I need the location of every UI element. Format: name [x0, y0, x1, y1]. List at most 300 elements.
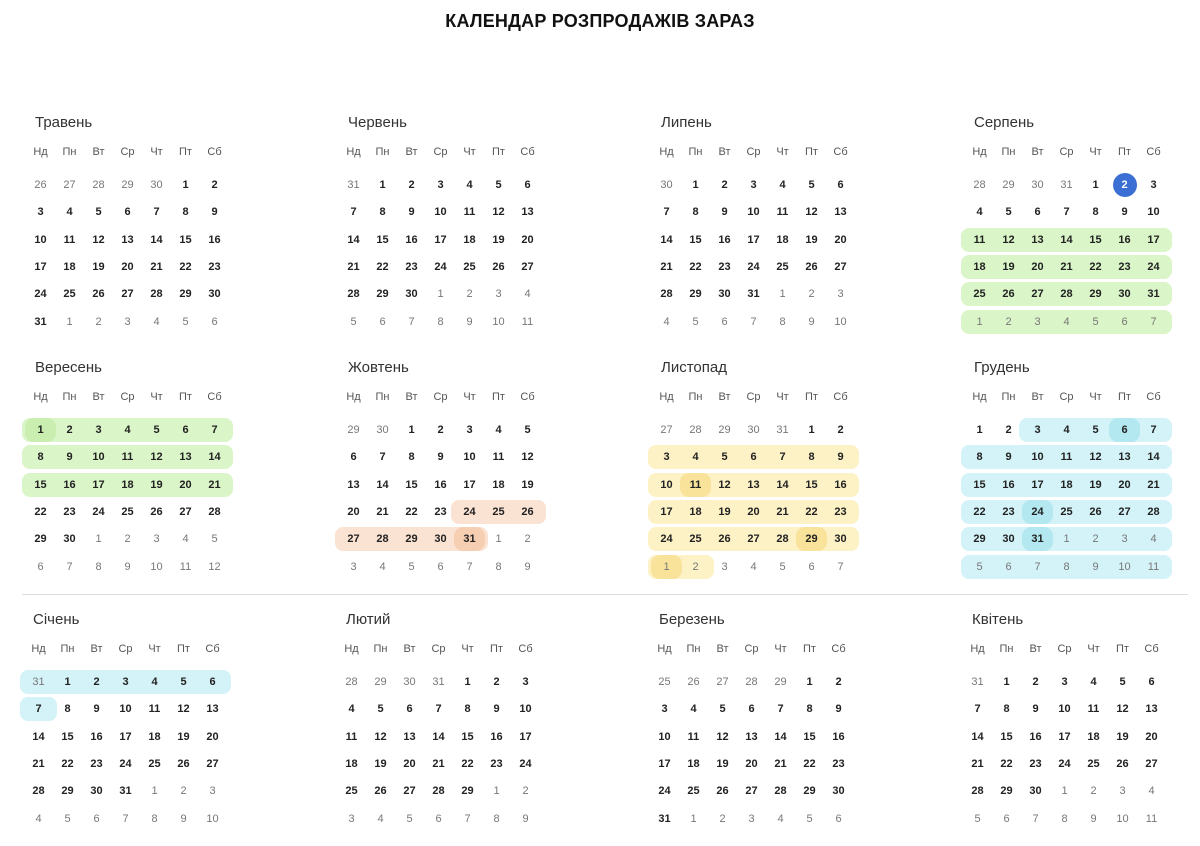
day-cell[interactable]: 18: [492, 478, 505, 491]
day-cell[interactable]: 10: [519, 703, 532, 716]
adjacent-month-day[interactable]: 1: [663, 560, 670, 573]
day-cell[interactable]: 9: [493, 703, 500, 716]
day-cell[interactable]: 6: [750, 451, 757, 464]
day-cell[interactable]: 19: [492, 233, 505, 246]
adjacent-month-day[interactable]: 4: [524, 288, 531, 301]
day-cell[interactable]: 17: [119, 730, 132, 743]
day-cell[interactable]: 17: [660, 505, 673, 518]
day-cell[interactable]: 21: [32, 757, 45, 770]
day-cell[interactable]: 25: [345, 785, 358, 798]
adjacent-month-day[interactable]: 30: [1031, 179, 1044, 191]
day-cell[interactable]: 25: [687, 785, 700, 798]
day-cell[interactable]: 23: [1029, 757, 1042, 770]
adjacent-month-day[interactable]: 27: [660, 424, 673, 436]
day-cell[interactable]: 8: [182, 206, 189, 219]
day-cell[interactable]: 14: [432, 730, 445, 743]
adjacent-month-day[interactable]: 11: [179, 560, 192, 573]
day-cell[interactable]: 15: [689, 233, 702, 246]
day-cell[interactable]: 21: [432, 757, 445, 770]
day-cell[interactable]: 21: [776, 505, 789, 518]
adjacent-month-day[interactable]: 6: [1005, 560, 1012, 573]
adjacent-month-day[interactable]: 6: [1003, 812, 1010, 825]
day-cell[interactable]: 13: [747, 478, 760, 491]
day-cell[interactable]: 4: [1090, 676, 1097, 688]
day-cell[interactable]: 13: [1031, 233, 1044, 246]
day-cell[interactable]: 28: [774, 785, 787, 798]
day-cell[interactable]: 14: [1060, 233, 1073, 246]
day-cell[interactable]: 2: [1032, 676, 1039, 688]
day-cell[interactable]: 20: [834, 233, 847, 246]
day-cell[interactable]: 2: [493, 676, 500, 688]
day-cell[interactable]: 7: [1150, 424, 1157, 436]
day-cell[interactable]: 30: [1118, 288, 1131, 301]
day-cell[interactable]: 8: [808, 451, 815, 464]
day-cell[interactable]: 15: [1089, 233, 1102, 246]
day-cell[interactable]: 13: [521, 206, 534, 219]
day-cell[interactable]: 7: [777, 703, 784, 716]
day-cell[interactable]: 30: [434, 533, 447, 546]
adjacent-month-day[interactable]: 2: [808, 288, 815, 301]
day-cell[interactable]: 3: [122, 676, 129, 688]
adjacent-month-day[interactable]: 2: [1090, 785, 1097, 798]
day-cell[interactable]: 9: [211, 206, 218, 219]
day-cell[interactable]: 23: [490, 757, 503, 770]
adjacent-month-day[interactable]: 9: [180, 812, 187, 825]
day-cell[interactable]: 10: [34, 233, 47, 246]
day-cell[interactable]: 15: [803, 730, 816, 743]
day-cell[interactable]: 25: [1087, 757, 1100, 770]
adjacent-month-day[interactable]: 29: [1002, 179, 1015, 191]
day-cell[interactable]: 15: [973, 478, 986, 491]
adjacent-month-day[interactable]: 8: [437, 315, 444, 328]
day-cell[interactable]: 27: [1031, 288, 1044, 301]
adjacent-month-day[interactable]: 3: [124, 315, 131, 328]
day-cell[interactable]: 18: [687, 757, 700, 770]
adjacent-month-day[interactable]: 6: [37, 560, 44, 573]
day-cell[interactable]: 21: [1060, 260, 1073, 273]
day-cell[interactable]: 3: [37, 206, 44, 219]
day-cell[interactable]: 8: [806, 703, 813, 716]
adjacent-month-day[interactable]: 6: [721, 315, 728, 328]
day-cell[interactable]: 7: [974, 703, 981, 716]
day-cell[interactable]: 9: [437, 451, 444, 464]
day-cell[interactable]: 31: [34, 315, 47, 328]
day-cell[interactable]: 9: [721, 206, 728, 219]
day-cell[interactable]: 4: [690, 703, 697, 716]
day-cell[interactable]: 15: [1000, 730, 1013, 743]
day-cell[interactable]: 17: [434, 233, 447, 246]
day-cell[interactable]: 5: [719, 703, 726, 716]
day-cell[interactable]: 6: [124, 206, 131, 219]
day-cell[interactable]: 13: [834, 206, 847, 219]
day-cell[interactable]: 27: [834, 260, 847, 273]
day-cell[interactable]: 17: [658, 757, 671, 770]
day-cell[interactable]: 18: [463, 233, 476, 246]
adjacent-month-day[interactable]: 9: [522, 812, 529, 825]
day-cell[interactable]: 11: [1087, 703, 1100, 716]
day-cell[interactable]: 30: [832, 785, 845, 798]
adjacent-month-day[interactable]: 7: [122, 812, 129, 825]
day-cell[interactable]: 12: [716, 730, 729, 743]
adjacent-month-day[interactable]: 5: [211, 533, 218, 546]
adjacent-month-day[interactable]: 7: [1034, 560, 1041, 573]
day-cell[interactable]: 5: [377, 703, 384, 716]
adjacent-month-day[interactable]: 11: [1147, 560, 1160, 573]
day-cell[interactable]: 9: [1005, 451, 1012, 464]
adjacent-month-day[interactable]: 10: [206, 812, 219, 825]
day-cell[interactable]: 7: [379, 451, 386, 464]
day-cell[interactable]: 14: [32, 730, 45, 743]
day-cell[interactable]: 8: [408, 451, 415, 464]
day-cell[interactable]: 13: [179, 451, 192, 464]
day-cell[interactable]: 26: [521, 505, 534, 518]
day-cell[interactable]: 23: [208, 260, 221, 273]
adjacent-month-day[interactable]: 9: [124, 560, 131, 573]
day-cell[interactable]: 4: [779, 179, 786, 191]
day-cell[interactable]: 14: [660, 233, 673, 246]
day-cell[interactable]: 29: [376, 288, 389, 301]
day-cell[interactable]: 20: [745, 757, 758, 770]
day-cell[interactable]: 19: [92, 260, 105, 273]
day-cell[interactable]: 30: [1002, 533, 1015, 546]
day-cell[interactable]: 9: [93, 703, 100, 716]
adjacent-month-day[interactable]: 12: [208, 560, 221, 573]
day-cell[interactable]: 3: [750, 179, 757, 191]
day-cell[interactable]: 29: [689, 288, 702, 301]
day-cell[interactable]: 26: [1089, 505, 1102, 518]
adjacent-month-day[interactable]: 3: [209, 785, 216, 798]
day-cell[interactable]: 9: [1121, 206, 1128, 219]
adjacent-month-day[interactable]: 11: [1145, 812, 1158, 825]
adjacent-month-day[interactable]: 4: [663, 315, 670, 328]
day-cell[interactable]: 11: [463, 206, 476, 219]
day-cell[interactable]: 30: [90, 785, 103, 798]
adjacent-month-day[interactable]: 7: [466, 560, 473, 573]
day-cell[interactable]: 5: [495, 179, 502, 191]
day-cell[interactable]: 15: [34, 478, 47, 491]
day-cell[interactable]: 11: [492, 451, 505, 464]
day-cell[interactable]: 10: [1031, 451, 1044, 464]
day-cell[interactable]: 25: [463, 260, 476, 273]
day-cell[interactable]: 13: [403, 730, 416, 743]
adjacent-month-day[interactable]: 10: [1118, 560, 1131, 573]
day-cell[interactable]: 8: [1003, 703, 1010, 716]
day-cell[interactable]: 24: [463, 505, 476, 518]
day-cell[interactable]: 22: [803, 757, 816, 770]
day-cell[interactable]: 24: [658, 785, 671, 798]
day-cell[interactable]: 21: [150, 260, 163, 273]
adjacent-month-day[interactable]: 1: [66, 315, 73, 328]
adjacent-month-day[interactable]: 7: [750, 315, 757, 328]
day-cell[interactable]: 22: [461, 757, 474, 770]
day-cell[interactable]: 26: [92, 288, 105, 301]
day-cell[interactable]: 1: [692, 179, 699, 191]
adjacent-month-day[interactable]: 6: [211, 315, 218, 328]
day-cell[interactable]: 12: [1089, 451, 1102, 464]
adjacent-month-day[interactable]: 9: [808, 315, 815, 328]
adjacent-month-day[interactable]: 1: [976, 315, 983, 328]
day-cell[interactable]: 1: [408, 424, 415, 436]
day-cell[interactable]: 9: [837, 451, 844, 464]
day-cell[interactable]: 19: [150, 478, 163, 491]
adjacent-month-day[interactable]: 8: [495, 560, 502, 573]
day-cell[interactable]: 6: [1148, 676, 1155, 688]
day-cell[interactable]: 16: [434, 478, 447, 491]
day-cell[interactable]: 9: [1032, 703, 1039, 716]
day-cell[interactable]: 5: [721, 451, 728, 464]
adjacent-month-day[interactable]: 31: [971, 676, 984, 688]
adjacent-month-day[interactable]: 3: [1119, 785, 1126, 798]
adjacent-month-day[interactable]: 30: [660, 179, 673, 191]
adjacent-month-day[interactable]: 5: [408, 560, 415, 573]
day-cell[interactable]: 24: [1058, 757, 1071, 770]
day-cell[interactable]: 10: [434, 206, 447, 219]
day-cell[interactable]: 20: [521, 233, 534, 246]
day-cell[interactable]: 5: [1005, 206, 1012, 219]
day-cell[interactable]: 12: [374, 730, 387, 743]
adjacent-month-day[interactable]: 2: [719, 812, 726, 825]
adjacent-month-day[interactable]: 5: [406, 812, 413, 825]
day-cell[interactable]: 3: [661, 703, 668, 716]
adjacent-month-day[interactable]: 5: [806, 812, 813, 825]
day-cell[interactable]: 11: [776, 206, 789, 219]
adjacent-month-day[interactable]: 28: [92, 179, 105, 191]
adjacent-month-day[interactable]: 6: [835, 812, 842, 825]
day-cell[interactable]: 14: [150, 233, 163, 246]
day-cell[interactable]: 1: [464, 676, 471, 688]
day-cell[interactable]: 22: [1089, 260, 1102, 273]
day-cell[interactable]: 6: [1034, 206, 1041, 219]
day-cell[interactable]: 1: [1092, 179, 1099, 191]
day-cell[interactable]: 8: [379, 206, 386, 219]
day-cell[interactable]: 5: [808, 179, 815, 191]
day-cell[interactable]: 6: [837, 179, 844, 191]
day-cell[interactable]: 24: [519, 757, 532, 770]
adjacent-month-day[interactable]: 3: [495, 288, 502, 301]
day-cell[interactable]: 19: [374, 757, 387, 770]
day-cell[interactable]: 22: [376, 260, 389, 273]
day-cell[interactable]: 23: [405, 260, 418, 273]
adjacent-month-day[interactable]: 5: [976, 560, 983, 573]
day-cell[interactable]: 11: [1060, 451, 1073, 464]
day-cell[interactable]: 14: [774, 730, 787, 743]
day-cell[interactable]: 17: [1147, 233, 1160, 246]
day-cell[interactable]: 27: [1118, 505, 1131, 518]
day-cell[interactable]: 12: [92, 233, 105, 246]
day-cell[interactable]: 30: [63, 533, 76, 546]
day-cell[interactable]: 14: [971, 730, 984, 743]
adjacent-month-day[interactable]: 2: [692, 560, 699, 573]
day-cell[interactable]: 4: [1063, 424, 1070, 436]
day-cell[interactable]: 25: [121, 505, 134, 518]
day-cell[interactable]: 22: [1000, 757, 1013, 770]
day-cell[interactable]: 27: [747, 533, 760, 546]
adjacent-month-day[interactable]: 1: [779, 288, 786, 301]
day-cell[interactable]: 28: [432, 785, 445, 798]
day-cell[interactable]: 3: [1150, 179, 1157, 191]
day-cell[interactable]: 3: [522, 676, 529, 688]
adjacent-month-day[interactable]: 25: [658, 676, 671, 688]
adjacent-month-day[interactable]: 3: [1121, 533, 1128, 546]
day-cell[interactable]: 17: [1031, 478, 1044, 491]
day-cell[interactable]: 29: [34, 533, 47, 546]
day-cell[interactable]: 20: [403, 757, 416, 770]
day-cell[interactable]: 18: [121, 478, 134, 491]
day-cell[interactable]: 22: [689, 260, 702, 273]
day-cell[interactable]: 27: [179, 505, 192, 518]
day-cell[interactable]: 11: [689, 478, 702, 491]
day-cell[interactable]: 18: [63, 260, 76, 273]
adjacent-month-day[interactable]: 2: [124, 533, 131, 546]
day-cell[interactable]: 8: [692, 206, 699, 219]
day-cell[interactable]: 29: [1000, 785, 1013, 798]
day-cell[interactable]: 9: [66, 451, 73, 464]
day-cell[interactable]: 24: [747, 260, 760, 273]
adjacent-month-day[interactable]: 2: [95, 315, 102, 328]
day-cell[interactable]: 20: [121, 260, 134, 273]
day-cell[interactable]: 10: [747, 206, 760, 219]
adjacent-month-day[interactable]: 4: [1150, 533, 1157, 546]
day-cell[interactable]: 30: [834, 533, 847, 546]
adjacent-month-day[interactable]: 31: [776, 424, 789, 436]
adjacent-month-day[interactable]: 29: [347, 424, 360, 436]
day-cell[interactable]: 27: [121, 288, 134, 301]
day-cell[interactable]: 24: [92, 505, 105, 518]
day-cell[interactable]: 30: [405, 288, 418, 301]
day-cell[interactable]: 13: [1118, 451, 1131, 464]
day-cell[interactable]: 12: [1002, 233, 1015, 246]
day-cell[interactable]: 8: [64, 703, 71, 716]
day-cell[interactable]: 9: [408, 206, 415, 219]
adjacent-month-day[interactable]: 2: [180, 785, 187, 798]
day-cell[interactable]: 7: [350, 206, 357, 219]
day-cell[interactable]: 13: [1145, 703, 1158, 716]
day-cell[interactable]: 24: [119, 757, 132, 770]
day-cell[interactable]: 6: [350, 451, 357, 464]
adjacent-month-day[interactable]: 9: [1090, 812, 1097, 825]
adjacent-month-day[interactable]: 7: [464, 812, 471, 825]
adjacent-month-day[interactable]: 3: [348, 812, 355, 825]
day-cell[interactable]: 15: [805, 478, 818, 491]
adjacent-month-day[interactable]: 8: [1061, 812, 1068, 825]
day-cell[interactable]: 27: [403, 785, 416, 798]
day-cell[interactable]: 31: [1147, 288, 1160, 301]
day-cell[interactable]: 27: [347, 533, 360, 546]
day-cell[interactable]: 1: [64, 676, 71, 688]
day-cell[interactable]: 3: [663, 451, 670, 464]
day-cell[interactable]: 25: [492, 505, 505, 518]
day-cell[interactable]: 6: [182, 424, 189, 436]
day-cell[interactable]: 9: [835, 703, 842, 716]
adjacent-month-day[interactable]: 5: [64, 812, 71, 825]
day-cell[interactable]: 6: [524, 179, 531, 191]
adjacent-month-day[interactable]: 1: [1061, 785, 1068, 798]
day-cell[interactable]: 19: [1089, 478, 1102, 491]
day-cell[interactable]: 12: [805, 206, 818, 219]
day-cell[interactable]: 26: [177, 757, 190, 770]
day-cell[interactable]: 20: [1145, 730, 1158, 743]
adjacent-month-day[interactable]: 8: [95, 560, 102, 573]
adjacent-month-day[interactable]: 10: [1116, 812, 1129, 825]
adjacent-month-day[interactable]: 3: [153, 533, 160, 546]
day-cell[interactable]: 15: [461, 730, 474, 743]
day-cell[interactable]: 26: [1116, 757, 1129, 770]
day-cell[interactable]: 19: [521, 478, 534, 491]
day-cell[interactable]: 28: [32, 785, 45, 798]
day-cell[interactable]: 29: [179, 288, 192, 301]
day-cell[interactable]: 28: [376, 533, 389, 546]
day-cell[interactable]: 2: [835, 676, 842, 688]
day-cell[interactable]: 22: [405, 505, 418, 518]
day-cell[interactable]: 3: [466, 424, 473, 436]
adjacent-month-day[interactable]: 5: [350, 315, 357, 328]
day-cell[interactable]: 10: [92, 451, 105, 464]
day-cell[interactable]: 19: [805, 233, 818, 246]
adjacent-month-day[interactable]: 7: [837, 560, 844, 573]
day-cell[interactable]: 23: [1118, 260, 1131, 273]
day-cell[interactable]: 7: [211, 424, 218, 436]
day-cell[interactable]: 21: [971, 757, 984, 770]
adjacent-month-day[interactable]: 30: [747, 424, 760, 436]
day-cell[interactable]: 29: [61, 785, 74, 798]
day-cell[interactable]: 5: [524, 424, 531, 436]
day-cell[interactable]: 29: [405, 533, 418, 546]
day-cell[interactable]: 29: [461, 785, 474, 798]
day-cell[interactable]: 7: [435, 703, 442, 716]
day-cell[interactable]: 21: [774, 757, 787, 770]
day-cell[interactable]: 22: [34, 505, 47, 518]
adjacent-month-day[interactable]: 2: [1092, 533, 1099, 546]
day-cell[interactable]: 22: [805, 505, 818, 518]
adjacent-month-day[interactable]: 29: [374, 676, 387, 688]
day-cell[interactable]: 19: [1116, 730, 1129, 743]
day-cell[interactable]: 2: [1121, 179, 1128, 191]
adjacent-month-day[interactable]: 10: [492, 315, 505, 328]
day-cell[interactable]: 18: [1060, 478, 1073, 491]
day-cell[interactable]: 5: [1119, 676, 1126, 688]
day-cell[interactable]: 1: [1003, 676, 1010, 688]
adjacent-month-day[interactable]: 27: [63, 179, 76, 191]
day-cell[interactable]: 4: [976, 206, 983, 219]
day-cell[interactable]: 19: [1002, 260, 1015, 273]
day-cell[interactable]: 16: [63, 478, 76, 491]
day-cell[interactable]: 10: [119, 703, 132, 716]
day-cell[interactable]: 15: [61, 730, 74, 743]
day-cell[interactable]: 12: [718, 478, 731, 491]
day-cell[interactable]: 1: [182, 179, 189, 191]
adjacent-month-day[interactable]: 3: [1034, 315, 1041, 328]
adjacent-month-day[interactable]: 8: [1063, 560, 1070, 573]
day-cell[interactable]: 18: [973, 260, 986, 273]
day-cell[interactable]: 26: [150, 505, 163, 518]
day-cell[interactable]: 27: [1145, 757, 1158, 770]
day-cell[interactable]: 7: [35, 703, 42, 716]
day-cell[interactable]: 2: [437, 424, 444, 436]
day-cell[interactable]: 14: [208, 451, 221, 464]
day-cell[interactable]: 16: [208, 233, 221, 246]
adjacent-month-day[interactable]: 26: [687, 676, 700, 688]
day-cell[interactable]: 4: [348, 703, 355, 716]
day-cell[interactable]: 18: [1087, 730, 1100, 743]
adjacent-month-day[interactable]: 2: [466, 288, 473, 301]
day-cell[interactable]: 8: [1092, 206, 1099, 219]
day-cell[interactable]: 26: [716, 785, 729, 798]
adjacent-month-day[interactable]: 27: [716, 676, 729, 688]
day-cell[interactable]: 10: [1147, 206, 1160, 219]
adjacent-month-day[interactable]: 30: [403, 676, 416, 688]
adjacent-month-day[interactable]: 1: [495, 533, 502, 546]
day-cell[interactable]: 30: [208, 288, 221, 301]
